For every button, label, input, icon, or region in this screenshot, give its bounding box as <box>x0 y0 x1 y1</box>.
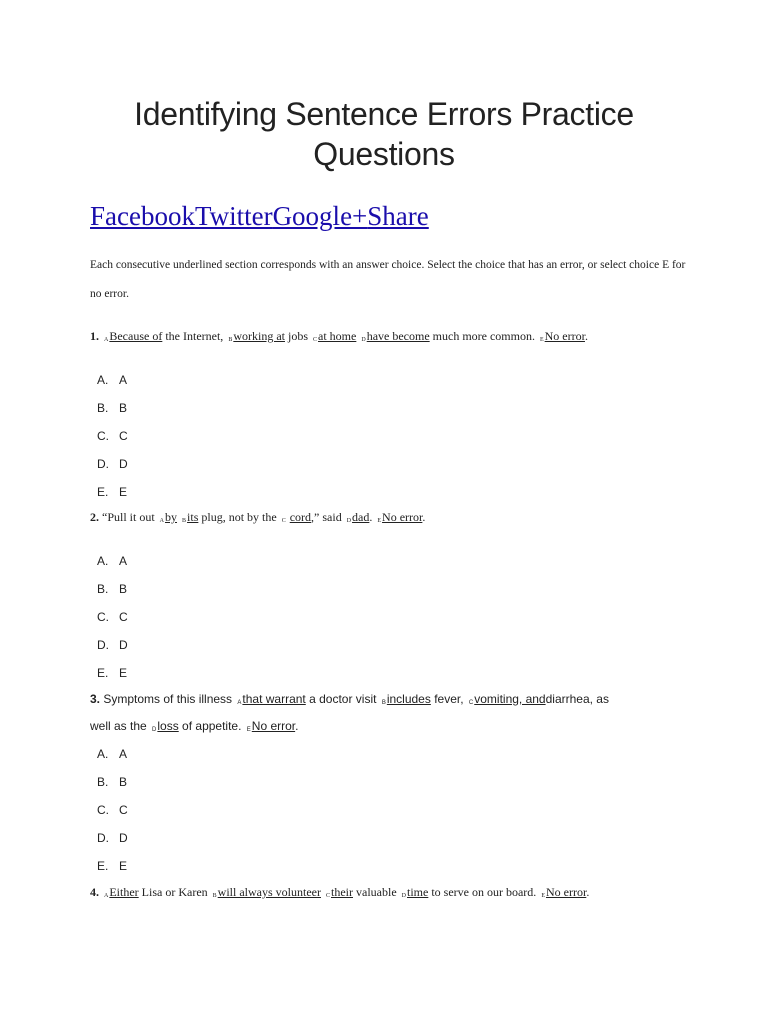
option-key: C. <box>97 803 109 817</box>
text-segment: . <box>584 329 588 343</box>
facebook-link[interactable]: Facebook <box>90 201 195 231</box>
choice-marker: D <box>346 518 352 524</box>
question-text <box>90 719 298 733</box>
text-segment: a doctor visit <box>305 692 380 706</box>
underlined-segment: cord <box>289 510 312 524</box>
answer-option[interactable] <box>97 824 128 852</box>
page-title: Identifying Sentence Errors Practice Questions <box>134 96 634 172</box>
underlined-segment: at home <box>318 329 357 343</box>
choice-marker: C <box>468 700 474 706</box>
text-segment: to serve on our board. <box>428 885 540 899</box>
google-plus-link[interactable]: Google+ <box>272 201 368 231</box>
text-segment: . <box>369 510 376 524</box>
option-key: A. <box>97 747 109 761</box>
option-label: B <box>119 401 128 415</box>
option-key: B. <box>97 401 109 415</box>
underlined-segment: working at <box>233 329 285 343</box>
option-key: E. <box>97 666 109 680</box>
underlined-segment: its <box>187 510 199 524</box>
choice-marker: C <box>313 337 318 343</box>
answer-option[interactable] <box>97 575 128 603</box>
option-label: D <box>119 831 128 845</box>
choice-marker: D <box>401 893 406 899</box>
underlined-segment: their <box>331 885 353 899</box>
option-key: C. <box>97 610 109 624</box>
text-segment: ,” said <box>311 510 345 524</box>
answer-option[interactable] <box>97 450 128 478</box>
question-text <box>100 692 609 706</box>
text-segment: jobs <box>284 329 311 343</box>
text-segment <box>177 510 180 524</box>
question-number: 2. <box>90 510 99 524</box>
option-key: E. <box>97 485 109 499</box>
option-label: A <box>119 554 128 568</box>
underlined-segment: No error <box>251 719 296 733</box>
choice-marker: D <box>361 337 366 343</box>
question-text <box>102 329 588 343</box>
question-number: 4. <box>90 885 99 899</box>
option-label: C <box>119 429 128 443</box>
answer-option[interactable] <box>97 422 128 450</box>
question-number: 3. <box>90 692 101 706</box>
choice-marker: E <box>541 893 545 899</box>
option-key: D. <box>97 457 109 471</box>
text-segment: “Pull it out <box>99 510 158 524</box>
underlined-segment: Either <box>109 885 139 899</box>
answer-choices-2 <box>97 547 128 687</box>
option-key: A. <box>97 554 109 568</box>
text-segment: of appetite. <box>178 719 245 733</box>
option-key: E. <box>97 859 109 873</box>
underlined-segment: No error <box>544 329 585 343</box>
choice-marker: C <box>281 518 286 524</box>
choice-marker: B <box>212 893 217 899</box>
text-segment <box>321 885 324 899</box>
answer-choices-1 <box>97 366 128 506</box>
choice-marker: B <box>228 337 233 343</box>
text-segment: plug, not by the <box>198 510 280 524</box>
option-key: C. <box>97 429 109 443</box>
text-segment: . <box>295 719 299 733</box>
text-segment: the Internet, <box>162 329 227 343</box>
option-label: D <box>119 638 128 652</box>
choice-marker: A <box>104 893 109 899</box>
text-segment: fever, <box>430 692 467 706</box>
answer-option[interactable] <box>97 366 128 394</box>
text-segment: diarrhea, as <box>545 692 609 706</box>
choice-marker: A <box>159 518 165 524</box>
question-2 <box>90 504 690 535</box>
choice-marker: B <box>182 518 187 524</box>
answer-option[interactable] <box>97 478 128 506</box>
underlined-segment: Because of <box>109 329 163 343</box>
choice-marker: C <box>325 893 330 899</box>
text-segment: Lisa or Karen <box>138 885 211 899</box>
option-label: B <box>119 582 128 596</box>
choice-marker: A <box>104 337 109 343</box>
question-1 <box>90 323 690 354</box>
instructions: Each consecutive underlined section corresponds with an answer choice. Select the choice that has an error, or select choice E for no error. <box>90 259 686 300</box>
answer-option[interactable] <box>97 394 128 422</box>
answer-option[interactable] <box>97 768 128 796</box>
option-key: A. <box>97 373 109 387</box>
underlined-segment: No error <box>545 885 587 899</box>
option-key: D. <box>97 638 109 652</box>
option-label: E <box>119 485 128 499</box>
underlined-segment: vomiting, and <box>474 692 546 706</box>
underlined-segment: includes <box>386 692 431 706</box>
choice-marker: B <box>381 700 386 706</box>
text-segment: well as the <box>90 719 151 733</box>
option-label: B <box>119 775 128 789</box>
choice-marker: A <box>237 700 242 706</box>
option-label: A <box>119 373 128 387</box>
answer-option[interactable] <box>97 659 128 687</box>
option-key: B. <box>97 775 109 789</box>
option-label: C <box>119 610 128 624</box>
share-links <box>90 200 429 232</box>
option-label: C <box>119 803 128 817</box>
option-key: D. <box>97 831 109 845</box>
question-text <box>99 510 425 524</box>
text-segment: much more common. <box>429 329 538 343</box>
question-number: 1. <box>90 329 99 343</box>
option-label: A <box>119 747 128 761</box>
answer-option[interactable] <box>97 547 128 575</box>
answer-option[interactable] <box>97 603 128 631</box>
twitter-link[interactable]: Twitter <box>194 201 273 231</box>
underlined-segment: time <box>407 885 429 899</box>
question-text <box>99 885 589 899</box>
option-label: E <box>119 666 128 680</box>
underlined-segment: that warrant <box>242 692 306 706</box>
text-segment <box>356 329 359 343</box>
underlined-segment: by <box>165 510 178 524</box>
answer-option[interactable] <box>97 740 128 768</box>
underlined-segment: dad <box>352 510 370 524</box>
answer-option[interactable] <box>97 631 128 659</box>
underlined-segment: loss <box>157 719 179 733</box>
choice-marker: E <box>246 727 251 733</box>
text-segment: . <box>586 885 590 899</box>
question-3-continued <box>90 713 690 744</box>
option-label: E <box>119 859 128 873</box>
option-key: B. <box>97 582 109 596</box>
choice-marker: D <box>152 727 157 733</box>
text-segment: valuable <box>353 885 400 899</box>
underlined-segment: No error <box>382 510 423 524</box>
answer-choices-3 <box>97 740 128 880</box>
text-segment: Symptoms of this illness <box>100 692 236 706</box>
share-link[interactable]: Share <box>367 201 429 231</box>
text-segment <box>99 885 102 899</box>
option-label: D <box>119 457 128 471</box>
underlined-segment: will always volunteer <box>217 885 321 899</box>
underlined-segment: have become <box>366 329 430 343</box>
text-segment: . <box>422 510 426 524</box>
answer-option[interactable] <box>97 852 128 880</box>
choice-marker: E <box>377 518 382 524</box>
question-4 <box>90 879 690 910</box>
answer-option[interactable] <box>97 796 128 824</box>
choice-marker: E <box>539 337 544 343</box>
